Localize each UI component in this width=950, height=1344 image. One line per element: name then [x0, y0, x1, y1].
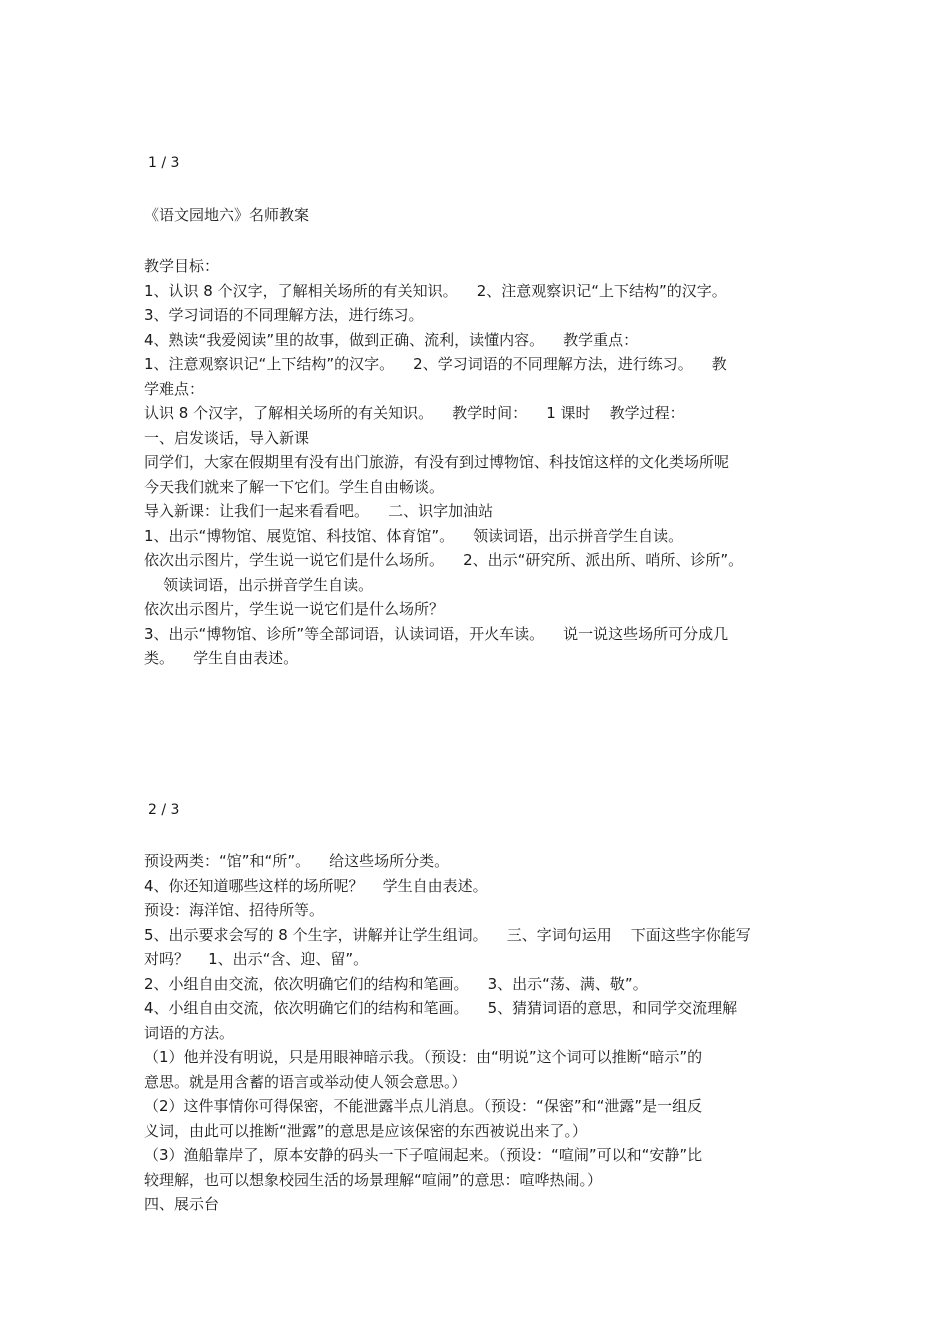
text-line: （1）他并没有明说，只是用眼神暗示我。（预设：由“明说”这个词可以推断“暗示”的: [144, 1048, 703, 1066]
text-line: 1、出示“博物馆、展览馆、科技馆、体育馆”。 领读词语，出示拼音学生自读。: [144, 526, 684, 545]
text-line: 3、学习词语的不同理解方法，进行练习。: [144, 306, 424, 324]
text-line: （3）渔船靠岸了，原本安静的码头一下子喧闹起来。（预设：“喧闹”可以和“安静”比: [144, 1146, 703, 1164]
text-line: 同学们，大家在假期里有没有出门旅游，有没有到过博物馆、科技馆这样的文化类场所呢: [144, 453, 730, 471]
text-line: 对吗？ 1、出示“含、迎、留”。: [144, 950, 369, 968]
text-line: 教学目标：: [144, 257, 220, 275]
text-line: 4、小组自由交流，依次明确它们的结构和笔画。 5、猜猜词语的意思，和同学交流理解: [144, 999, 738, 1017]
text-line: 2、小组自由交流，依次明确它们的结构和笔画。 3、出示“荡、满、敬”。: [144, 974, 648, 993]
text-line: 领读词语，出示拼音学生自读。: [144, 575, 374, 594]
text-line: 1、注意观察识记“上下结构”的汉字。 2、学习词语的不同理解方法，进行练习。 教: [144, 355, 727, 373]
text-line: （2）这件事情你可得保密，不能泄露半点儿消息。（预设：“保密”和“泄露”是一组反: [144, 1097, 703, 1115]
text-line: 较理解，也可以想象校园生活的场景理解“喧闹”的意思：喧哗热闹。）: [144, 1170, 603, 1189]
text-line: 义词，由此可以推断“泄露”的意思是应该保密的东西被说出来了。）: [144, 1121, 588, 1140]
text-line: 依次出示图片，学生说一说它们是什么场所？: [144, 600, 445, 618]
page2-body: [144, 849, 826, 1217]
text-line: 四、展示台: [144, 1195, 220, 1213]
text-line: 类。 学生自由表述。: [144, 649, 299, 667]
text-line: 5、出示要求会写的 8 个生字，讲解并让学生组词。 三、字词句运用 下面这些字你能写: [144, 925, 751, 944]
page1-body: [144, 254, 826, 671]
page-number-2: 2 / 3: [148, 802, 180, 818]
text-line: 4、熟读“我爱阅读”里的故事，做到正确、流利，读懂内容。 教学重点：: [144, 330, 639, 349]
document-title: 《语文园地六》名师教案: [144, 206, 310, 224]
text-line: 认识 8 个汉字，了解相关场所的有关知识。 教学时间： 1 课时 教学过程：: [144, 404, 685, 422]
page-number-1: 1 / 3: [148, 155, 180, 171]
text-line: 3、出示“博物馆、诊所”等全部词语，认读词语，开火车读。 说一说这些场所可分成几: [144, 624, 729, 643]
text-line: 预设两类：“馆”和“所”。 给这些场所分类。: [144, 852, 450, 870]
text-line: 预设：海洋馆、招待所等。: [144, 901, 325, 919]
text-line: 导入新课：让我们一起来看看吧。 二、识字加油站: [144, 502, 494, 520]
text-line: 意思。就是用含蓄的语言或举动使人领会意思。）: [144, 1072, 467, 1091]
text-line: 1、认识 8 个汉字，了解相关场所的有关知识。 2、注意观察识记“上下结构”的汉字。: [144, 281, 727, 300]
text-line: 一、启发谈话，导入新课: [144, 428, 310, 447]
text-line: 4、你还知道哪些这样的场所呢？ 学生自由表述。: [144, 876, 488, 895]
text-line: 今天我们就来了解一下它们。学生自由畅谈。: [144, 477, 445, 496]
text-line: 学难点：: [144, 379, 205, 398]
text-line: 依次出示图片，学生说一说它们是什么场所。 2、出示“研究所、派出所、哨所、诊所”。: [144, 551, 744, 569]
text-line: 词语的方法。: [144, 1023, 235, 1042]
